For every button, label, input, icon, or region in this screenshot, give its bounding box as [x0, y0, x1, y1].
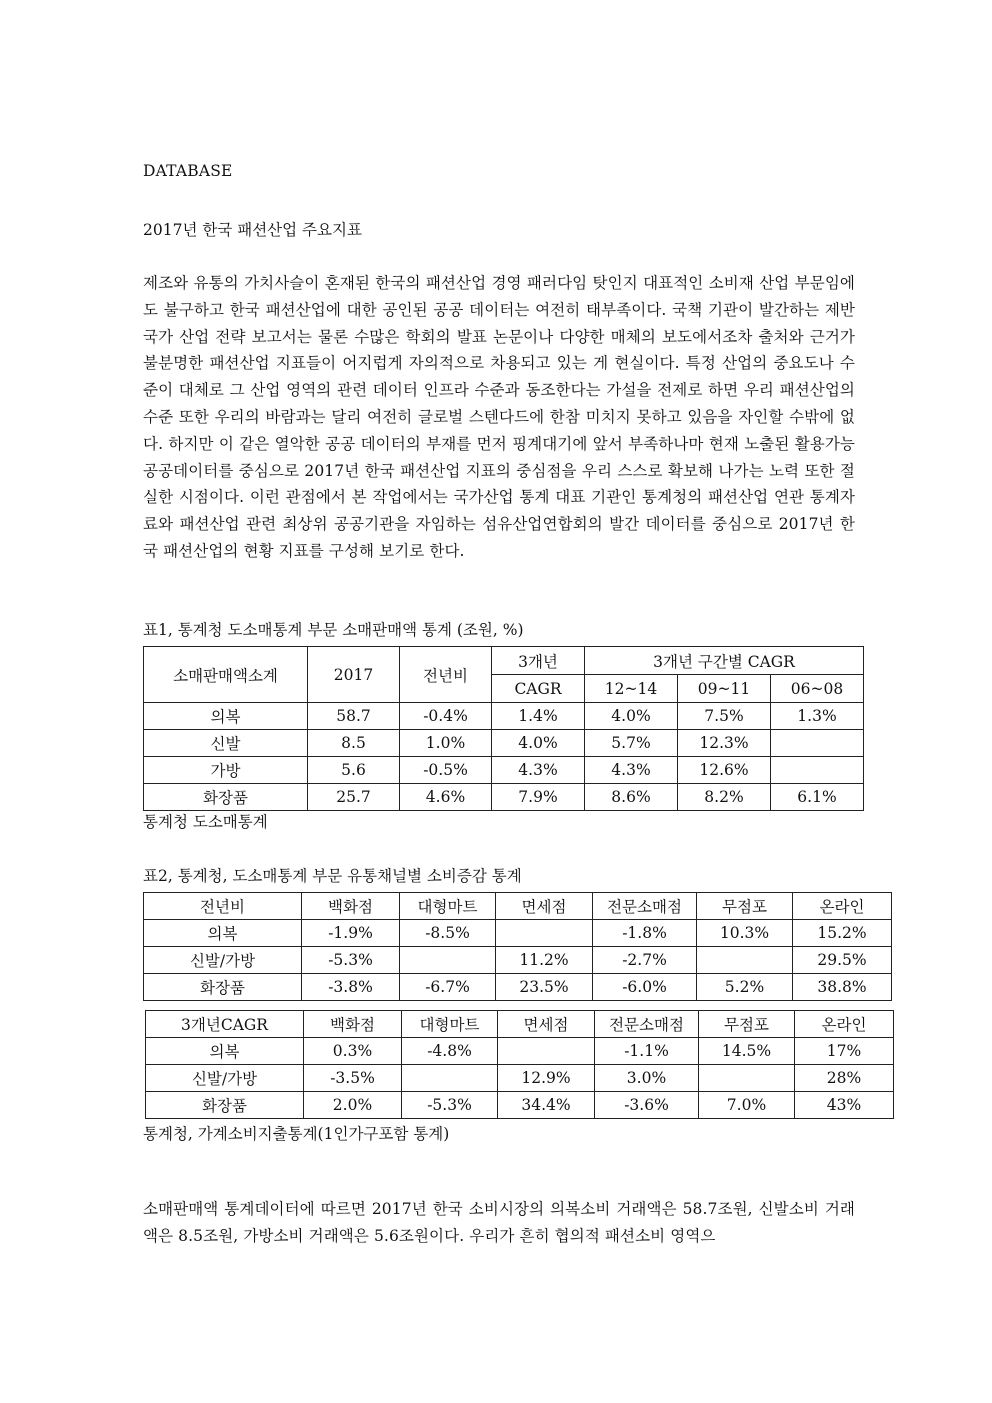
table-cell: 7.9%: [492, 784, 585, 811]
table-header-cell: 전문소매점: [593, 893, 697, 920]
document-title: 2017년 한국 패션산업 주요지표: [143, 221, 362, 239]
table-cell: 1.3%: [771, 703, 864, 730]
table-header-cell: 무점포: [697, 893, 793, 920]
table-header-row: [146, 1011, 894, 1038]
table-cell: 12.3%: [678, 730, 771, 757]
table-cell: 23.5%: [496, 974, 593, 1001]
retail-sales-table: [143, 646, 864, 811]
table-cell: 12.9%: [498, 1065, 595, 1092]
table-cell: 의복: [144, 920, 302, 947]
table-cell: 화장품: [144, 784, 308, 811]
table-cell: 신발/가방: [144, 947, 302, 974]
table-cell: 의복: [146, 1038, 304, 1065]
table-row: [144, 730, 864, 757]
table-cell: -3.8%: [302, 974, 400, 1001]
table-cell: 0.3%: [304, 1038, 402, 1065]
table-cell: 화장품: [144, 974, 302, 1001]
t1-head-g2: 09~11: [678, 675, 771, 703]
table-cell: 의복: [144, 703, 308, 730]
table-cell: 5.6: [308, 757, 400, 784]
table-cell: 4.0%: [585, 703, 678, 730]
t1-head-yoy: 전년비: [400, 647, 492, 703]
table-cell: -8.5%: [400, 920, 496, 947]
table-cell: [498, 1038, 595, 1065]
table-row: [144, 920, 892, 947]
table-cell: 17%: [795, 1038, 894, 1065]
table-cell: 15.2%: [793, 920, 892, 947]
table-header-cell: 백화점: [304, 1011, 402, 1038]
closing-paragraph: 소매판매액 통계데이터에 따르면 2017년 한국 소비시장의 의복소비 거래액은 58.7조원, 신발소비 거래액은 8.5조원, 가방소비 거래액은 5.6조원이다. 우리가 흔히 협의적 패션소비 영역으: [143, 1200, 855, 1245]
table-header-cell: 온라인: [793, 893, 892, 920]
table-header-cell: 백화점: [302, 893, 400, 920]
table-cell: -4.8%: [402, 1038, 498, 1065]
table-cell: 11.2%: [496, 947, 593, 974]
table-row: [144, 947, 892, 974]
table-cell: 34.4%: [498, 1092, 595, 1119]
table1-source: 통계청 도소매통계: [143, 813, 268, 831]
table-cell: 58.7: [308, 703, 400, 730]
table-header-row: [144, 893, 892, 920]
table-cell: [402, 1065, 498, 1092]
table-cell: -1.8%: [593, 920, 697, 947]
table-cell: 38.8%: [793, 974, 892, 1001]
table-cell: -3.6%: [595, 1092, 699, 1119]
table-cell: 12.6%: [678, 757, 771, 784]
table-cell: 신발/가방: [146, 1065, 304, 1092]
table-header-cell: 면세점: [498, 1011, 595, 1038]
table2-caption: 표2, 통계청, 도소매통계 부문 유통채널별 소비증감 통계: [143, 867, 522, 885]
table-header-cell: 대형마트: [400, 893, 496, 920]
table-cell: 4.3%: [492, 757, 585, 784]
table-cell: [400, 947, 496, 974]
table1-caption: 표1, 통계청 도소매통계 부문 소매판매액 통계 (조원, %): [143, 621, 524, 639]
table-header-cell: 면세점: [496, 893, 593, 920]
t1-head-2017: 2017: [308, 647, 400, 703]
section-label: DATABASE: [143, 162, 233, 180]
t1-head-category: 소매판매액소계: [144, 647, 308, 703]
table-cell: -6.7%: [400, 974, 496, 1001]
table-cell: -1.1%: [595, 1038, 699, 1065]
table-header-cell: 전년비: [144, 893, 302, 920]
table-header-cell: 무점포: [699, 1011, 795, 1038]
table-cell: [697, 947, 793, 974]
table-row: [146, 1092, 894, 1119]
table-cell: -5.3%: [302, 947, 400, 974]
table-cell: 화장품: [146, 1092, 304, 1119]
table-header-cell: 전문소매점: [595, 1011, 699, 1038]
table-cell: -5.3%: [402, 1092, 498, 1119]
table-cell: [496, 920, 593, 947]
table-cell: 29.5%: [793, 947, 892, 974]
table-header-cell: 대형마트: [402, 1011, 498, 1038]
table-cell: 28%: [795, 1065, 894, 1092]
table-cell: 신발: [144, 730, 308, 757]
intro-paragraph: 제조와 유통의 가치사슬이 혼재된 한국의 패션산업 경영 패러다임 탓인지 대표적인 소비재 산업 부문임에도 불구하고 한국 패션산업에 대한 공인된 공공 데이터는 여전히 태부족이다. 국책 기관이 발간하는 제반 국가 산업 전략 보고서는 물론 수많은 학회의 발표 논문이나 다양한 매체의 보도에서조차 출처와 근거가 불분명한 패션산업 지표들이 어지럽게 자의적으로 차용되고 있는 게 현실이다. 특정 산업의 중요도나 수준이 대체로 그 산업 영역의 관련 데이터 인프라 수준과 동조한다는 가설을 전제로 하면 우리 패션산업의 수준 또한 우리의 바람과는 달리 여전히 글로벌 스텐다드에 한참 미치지 못하고 있음을 자인할 수밖에 없다. 하지만 이 같은 열악한 공공 데이터의 부재를 먼저 핑계대기에 앞서 부족하나마 현재 노출된 활용가능 공공데이터를 중심으로 2017년 한국 패션산업 지표의 중심점을 우리 스스로 확보해 나가는 노력 또한 절실한 시점이다. 이런 관점에서 본 작업에서는 국가산업 통계 대표 기관인 통계청의 패션산업 연관 통계자료와 패션산업 관련 최상위 공공기관을 자임하는 섬유산업연합회의 발간 데이터를 중심으로 2017년 한국 패션산업의 현황 지표를 구성해 보기로 한다.: [143, 274, 855, 560]
channel-yoy-table: [143, 892, 892, 1001]
table-cell: 6.1%: [771, 784, 864, 811]
table-cell: 8.2%: [678, 784, 771, 811]
table-cell: -2.7%: [593, 947, 697, 974]
table-cell: 25.7: [308, 784, 400, 811]
table-header-cell: 3개년CAGR: [146, 1011, 304, 1038]
t1-head-3yr: 3개년: [492, 647, 585, 675]
t1-head-g1: 12~14: [585, 675, 678, 703]
table-cell: 5.7%: [585, 730, 678, 757]
table-header-cell: 온라인: [795, 1011, 894, 1038]
table-cell: 7.0%: [699, 1092, 795, 1119]
table-cell: 4.3%: [585, 757, 678, 784]
table-cell: -6.0%: [593, 974, 697, 1001]
t1-head-cagr: CAGR: [492, 675, 585, 703]
table-cell: -0.4%: [400, 703, 492, 730]
table-cell: 43%: [795, 1092, 894, 1119]
table-cell: 2.0%: [304, 1092, 402, 1119]
table-cell: [771, 757, 864, 784]
table-cell: [771, 730, 864, 757]
table-cell: -3.5%: [304, 1065, 402, 1092]
t1-head-g3: 06~08: [771, 675, 864, 703]
t1-head-group: 3개년 구간별 CAGR: [585, 647, 864, 675]
table-cell: 1.4%: [492, 703, 585, 730]
table-cell: -0.5%: [400, 757, 492, 784]
table-cell: 10.3%: [697, 920, 793, 947]
table-cell: 1.0%: [400, 730, 492, 757]
table-cell: 5.2%: [697, 974, 793, 1001]
table-cell: 3.0%: [595, 1065, 699, 1092]
table-cell: 7.5%: [678, 703, 771, 730]
channel-cagr-table: [145, 1010, 894, 1119]
table-cell: 8.6%: [585, 784, 678, 811]
table-cell: 14.5%: [699, 1038, 795, 1065]
table-row: [144, 784, 864, 811]
table-cell: 4.0%: [492, 730, 585, 757]
table2-source: 통계청, 가계소비지출통계(1인가구포함 통계): [143, 1125, 450, 1143]
table-cell: -1.9%: [302, 920, 400, 947]
table-cell: 8.5: [308, 730, 400, 757]
table-cell: [699, 1065, 795, 1092]
table-row: [144, 703, 864, 730]
table-row: [146, 1065, 894, 1092]
table-row: [144, 974, 892, 1001]
table-cell: 가방: [144, 757, 308, 784]
table-row: [144, 757, 864, 784]
table-row: [146, 1038, 894, 1065]
table-cell: 4.6%: [400, 784, 492, 811]
